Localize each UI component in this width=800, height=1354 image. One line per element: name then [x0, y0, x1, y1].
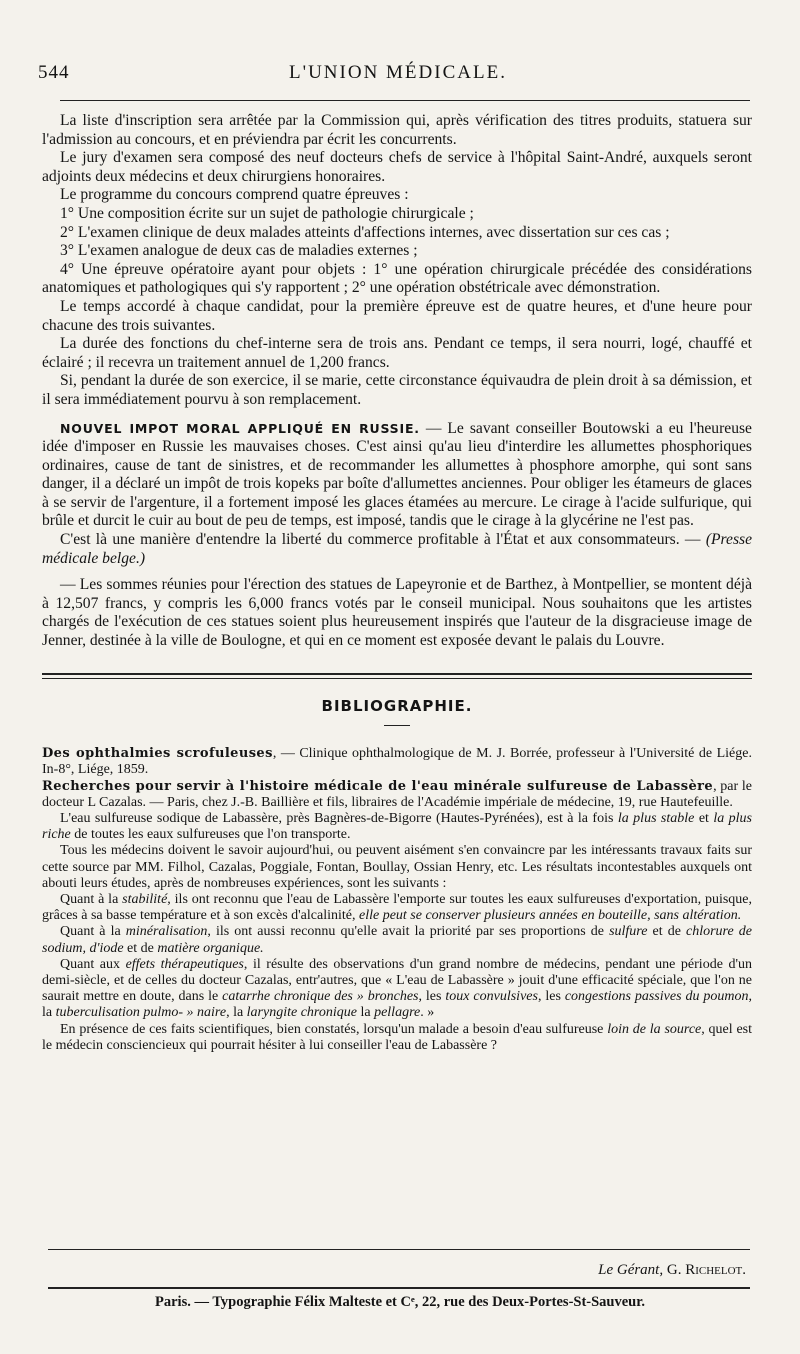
review-paragraph: Quant aux effets thérapeutiques, il résulte des observations d'un grand nombre de médecins, pendant une période d'un demi-siècle, et de celles du docteur Cazalas, entr'autres, que « L'eau de Labassère » jouit d'une efficacité spéciale, que l'on ne saurait mettre en doute, dans le catarrhe chronique des » bronches, les toux convulsives, les congestions passives du poumon, la tuberculisation pulmo- » naire, la laryngite chronique la pellagre. » [42, 956, 752, 1021]
printer-imprint: Paris. — Typographie Félix Malteste et Cᵉ, 22, rue des Deux-Portes-St-Sauveur. [155, 1294, 645, 1310]
review-paragraph: Quant à la minéralisation, ils ont aussi reconnu qu'elle avait la priorité par ses proportions de sulfure et de chlorure de sodium, d'iode et de matière organique. [42, 924, 752, 956]
source-citation: (Presse médicale belge.) [42, 531, 752, 567]
signature: Le Gérant, G. Richelot. [598, 1262, 746, 1278]
paragraph: La liste d'inscription sera arrêtée par la Commission qui, après vérification des titres produits, statuera sur l'admission au concours, et en préviendra par écrit les concurrents. [42, 112, 752, 148]
review-paragraph: L'eau sulfureuse sodique de Labassère, près Bagnères-de-Bigorre (Hautes-Pyrénées), est à la fois la plus stable et la plus riche de toutes les eaux sulfureuses que l'on transporte. [42, 811, 752, 843]
bibliography-section [42, 746, 752, 1054]
news-text: — Le savant conseiller Boutowski a eu l'heureuse idée d'imposer en Russie les mauvaises choses. C'est ainsi qu'au lieu d'interdire les allumettes phosphoriques ordinaires, cause de tant de sinistres, et de recommander les allumettes à phosphore amorphe, qui sont sans danger, il a déclaré un impôt de trois kopeks par boîte d'allumettes anciennes. Pour obliger les étameurs de glaces à se servir de l'argenture, il a fortement imposé les glaces étamées au mercure. Le cirage à l'acide sulfurique, qui brûle et durcit le cuir au bout de peu de temps, est imposé, tandis que le cirage à la glycérine ne l'est pas. [42, 419, 752, 530]
paragraph: 3° L'examen analogue de deux cas de maladies externes ; [60, 242, 418, 260]
section-divider [42, 673, 752, 679]
journal-title: L'UNION MÉDICALE. [289, 62, 507, 83]
paragraph: 1° Une composition écrite sur un sujet de pathologie chirurgicale ; [60, 204, 474, 222]
article-body [42, 112, 752, 1054]
review-paragraph: En présence de ces faits scientifiques, bien constatés, lorsqu'un malade a besoin d'eau sulfureuse loin de la source, quel est le médecin consciencieux qui pourrait hésiter à lui conseiller l'eau de Labassère ? [42, 1021, 753, 1053]
paragraph: 4° Une épreuve opératoire ayant pour objets : 1° une opération chirurgicale précédée des considérations anatomiques et pathologiques qui s'y rapportent ; 2° une opération obstétricale avec démonstration. [42, 260, 752, 297]
page-header [38, 56, 758, 86]
news-item-statues: — Les sommes réunies pour l'érection des statues de Lapeyronie et de Barthez, à Montpellier, se montent déjà à 12,507 francs, y compris les 6,000 francs votés par le conseil municipal. Nous souhaitons que les artistes chargés de l'exécution de ces statues soient plus heureusement inspirés que l'auteur de la disgracieuse image de Jenner, destinée à la ville de Boulogne, et qui en ce moment est exposée devant le palais du Louvre. [42, 576, 752, 650]
news-item-impot-conclusion: C'est là une manière d'entendre la liberté du commerce profitable à l'État et aux consommateurs. — (Presse médicale belge.) [42, 531, 752, 567]
review-paragraph: Quant à la stabilité, ils ont reconnu que l'eau de Labassère l'emporte sur toutes les eaux sulfureuses d'exportation, puisque, grâces à sa basse température et à son excès d'alcalinité, elle peut se conserver plusieurs années en bouteille, sans altération. [42, 892, 753, 924]
bibliography-entry: Recherches pour servir à l'histoire médicale de l'eau minérale sulfureuse de Labassère, par le docteur L Cazalas. — Paris, chez J.-B. Baillière et fils, libraires de l'Académie impériale de médecine, 19, rue Hautefeuille. [42, 778, 753, 810]
bibliography-entry: Des ophthalmies scrofuleuses, — Clinique ophthalmologique de M. J. Borrée, professeur à l'Université de Liége. In-8°, Liége, 1859. [42, 746, 752, 778]
paragraph: La durée des fonctions du chef-interne sera de trois ans. Pendant ce temps, il sera nourri, logé, chauffé et éclairé ; il recevra un traitement annuel de 1,200 francs. [42, 335, 752, 371]
paragraph: Le jury d'examen sera composé des neuf docteurs chefs de service à l'hôpital Saint-André, auxquels seront adjoints deux médecins et deux chirurgiens honoraires. [42, 149, 752, 185]
paragraph: Si, pendant la durée de son exercice, il se marie, cette circonstance équivaudra de plein droit à sa démission, et il sera immédiatement pourvu à son remplacement. [42, 372, 752, 408]
review-paragraph: Tous les médecins doivent le savoir aujourd'hui, ou peuvent aisément s'en convaincre par les intéressants travaux faits sur cette source par MM. Filhol, Cazalas, Poggiale, Fontan, Boullay, Ossian Henry, etc. Les résultats incontestables auxquels ont abouti leurs études, après de nombreuses expériences, sont les suivants : [42, 843, 752, 891]
title-rule [384, 725, 410, 726]
paragraph: Le temps accordé à chaque candidat, pour la première épreuve est de quatre heures, et d'une heure pour chacune des trois suivantes. [42, 297, 752, 334]
news-heading: NOUVEL IMPOT MORAL APPLIQUÉ EN RUSSIE. [60, 420, 420, 436]
header-rule [60, 100, 750, 101]
signature-rule [48, 1249, 750, 1250]
paragraph: 2° L'examen clinique de deux malades atteints d'affections internes, avec dissertation sur ces cas ; [60, 223, 670, 241]
footer-rule [48, 1287, 750, 1289]
news-item-impot [42, 420, 752, 532]
bibliography-title: BIBLIOGRAPHIE. [321, 696, 473, 715]
page-number: 544 [38, 62, 70, 83]
paragraph: Le programme du concours comprend quatre épreuves : [60, 186, 409, 204]
